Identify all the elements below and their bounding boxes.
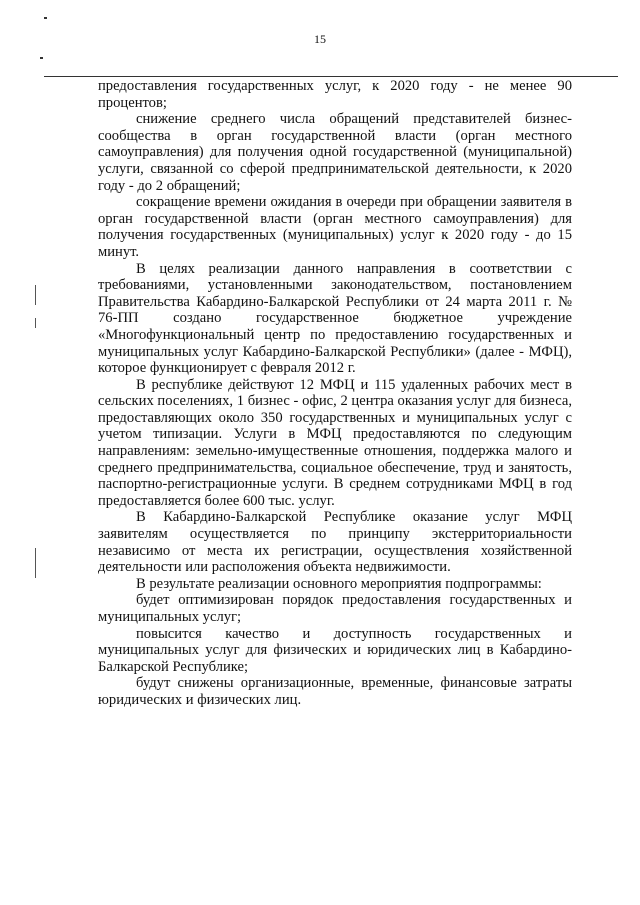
paragraph: В результате реализации основного мероприятия подпрограммы: xyxy=(136,575,542,592)
paragraph: В Кабардино-Балкарской Республике оказание услуг МФЦ заявителям осуществляется по принципу экстерриториальности независимо от места их регистрации, осуществления хозяйственной деятельности или расположения объекта недвижимости. xyxy=(98,509,572,576)
paragraph: В целях реализации данного направления в соответствии с требованиями, установленными законодательством, постановлением Правительства Кабардино-Балкарской Республики от 24 марта 2011 г. № 76-ПП создано государственное бюджетное учреждение «Многофункциональный центр по предоставлению государственных и муниципальных услуг Кабардино-Балкарской Республики» (далее - МФЦ), которое функционирует с февраля 2012 г. xyxy=(98,260,572,377)
paragraph: предоставления государственных услуг, к 2020 году - не менее 90 процентов; xyxy=(98,78,572,111)
margin-line xyxy=(35,548,36,578)
document-body xyxy=(98,78,572,709)
page-number: 15 xyxy=(314,32,326,46)
paragraph: сокращение времени ожидания в очереди при обращении заявителя в орган государственной власти (орган местного самоуправления) для получения государственных (муниципальных) услуг к 2020 году - до 15 минут. xyxy=(98,194,572,260)
scan-mark xyxy=(40,57,43,59)
margin-line xyxy=(35,285,36,305)
paragraph: В республике действуют 12 МФЦ и 115 удаленных рабочих мест в сельских поселениях, 1 бизнес - офис, 2 центра оказания услуг для бизнеса, предоставляющих около 350 государственных и муниципальных услуг с учетом типизации. Услуги в МФЦ предоставляются по следующим направлениям: земельно-имущественные отношения, поддержка малого и среднего предпринимательства, социальное обеспечение, труд и занятость, паспортно-регистрационные услуги. В среднем сотрудниками МФЦ в год предоставляется более 600 тыс. услуг. xyxy=(98,376,572,509)
paragraph: повысится качество и доступность государственных и муниципальных услуг для физических и юридических лиц в Кабардино-Балкарской Республике; xyxy=(98,625,572,675)
header-rule xyxy=(44,76,618,77)
scan-mark xyxy=(44,17,47,19)
margin-line xyxy=(35,318,36,328)
paragraph: будет оптимизирован порядок предоставления государственных и муниципальных услуг; xyxy=(98,592,572,625)
paragraph: снижение среднего числа обращений представителей бизнес-сообщества в орган государственной власти (орган местного самоуправления) для получения одной государственной (муниципальной) услуги, связанной со сферой предпринимательской деятельности, к 2020 году - до 2 обращений; xyxy=(98,111,572,194)
paragraph: будут снижены организационные, временные, финансовые затраты юридических и физических лиц. xyxy=(98,675,572,708)
